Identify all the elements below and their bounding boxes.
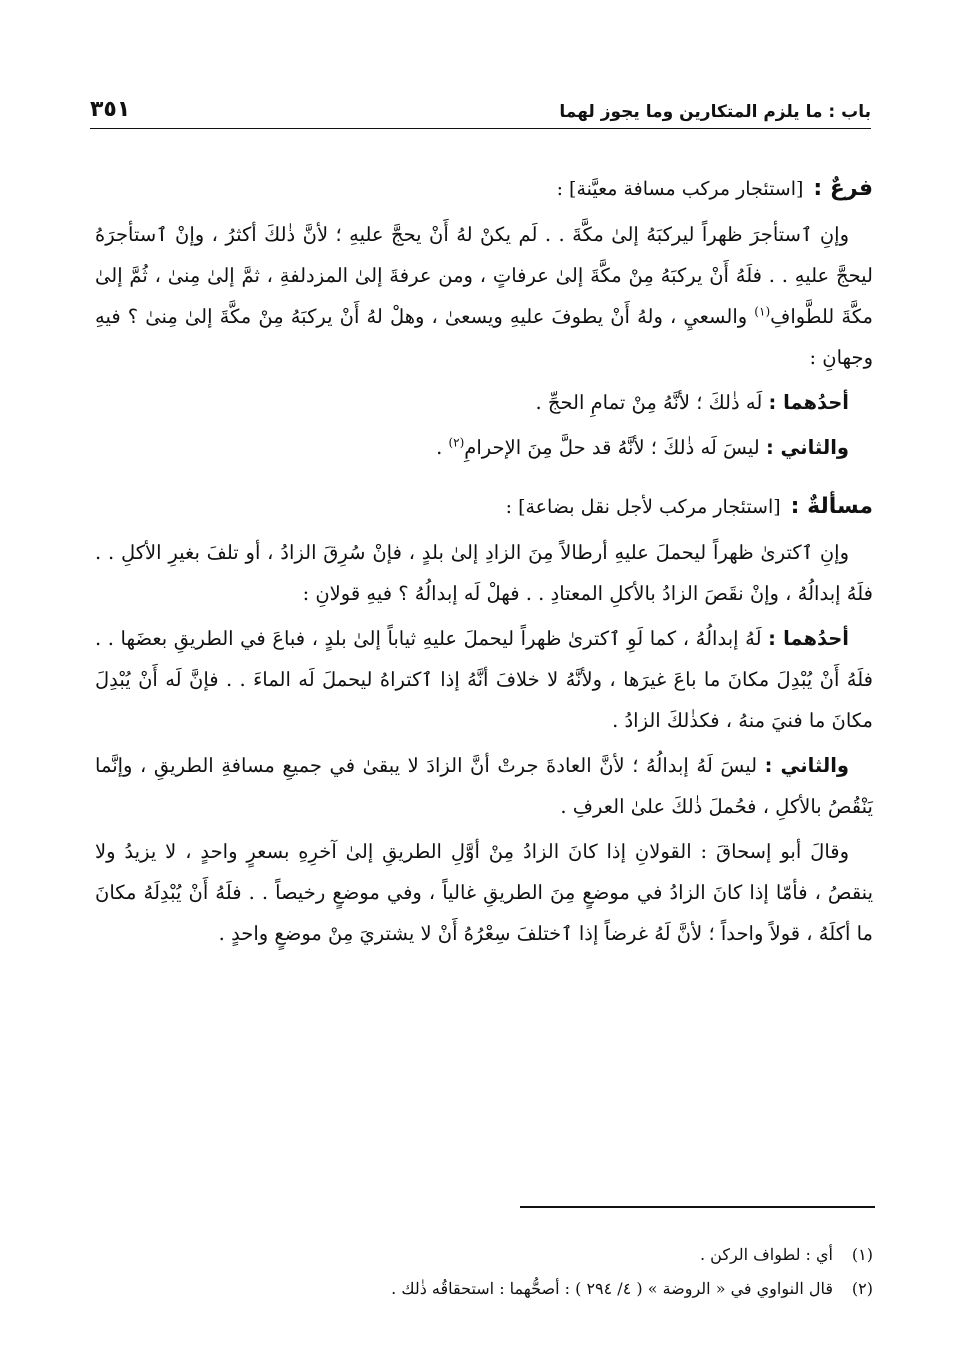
section-heading-far	[95, 168, 873, 210]
section-heading-masala	[95, 486, 873, 528]
footnote-ref[interactable]: (٢)	[448, 435, 465, 450]
chapter-title: باب : ما يلزم المتكارين وما يجوز لهما	[559, 102, 871, 122]
section-keyword: فرعٌ :	[813, 176, 873, 201]
opinion-label: والثاني :	[765, 436, 849, 459]
section-keyword: مسألةٌ :	[790, 494, 873, 519]
footnotes	[95, 1238, 873, 1306]
footnote	[95, 1272, 873, 1306]
footnote-ref[interactable]: (١)	[754, 304, 771, 319]
footnote-text: قال النواوي في « الروضة » ( ٤/ ٢٩٤ ) : أصحُّهما : استحقاقُه ذٰلك .	[391, 1279, 833, 1298]
opinion-label: أحدُهما :	[768, 627, 849, 650]
opinion-label: أحدُهما :	[768, 391, 849, 414]
opinion-first: أحدُهما : لَه ذٰلكَ ؛ لأنَّهُ مِنْ تمامِ الحجِّ .	[535, 391, 849, 414]
footnote-number: (٢)	[851, 1279, 873, 1298]
section-title: [استئجار مركب مسافة معيَّنة] :	[556, 178, 804, 200]
paragraph: وقالَ أبو إسحاقَ : القولانِ إذا كانَ الزادُ مِنْ أوَّلِ الطريقِ إلىٰ آخرِهِ بسعرٍ واحدٍ ، لا يزيدُ ولا ينقصُ ، فأمّا إذا كانَ الزادُ في موضعٍ مِنَ الطريقِ غالياً ، وفي موضعٍ رخيصاً . . فلَهُ أَنْ يُبْدِلَهُ مكانَ ما أكلَهُ ، قولاً واحداً ؛ لأنَّ لَهُ غرضاً إذا ٱختلفَ سِعْرُهُ أَنْ لا يشتريَ مِنْ موضعٍ واحدٍ .	[95, 840, 873, 945]
opinion-second: والثاني : ليسَ لَه ذٰلكَ ؛ لأنَّهُ قد حلَّ مِنَ الإحرامِ$^{(٢)}$ .	[436, 435, 849, 459]
opinion-first: أحدُهما : لَهُ إبدالُهُ ، كما لَوِ ٱكترىٰ ظهراً ليحملَ عليهِ ثياباً إلىٰ بلدٍ ، فباعَ في الطريقِ بعضَها . . فلَهُ أَنْ يُبْدِلَ مكانَ ما باعَ غيرَها ، ولأنَّهُ لا خلافَ أنَّهُ إذا ٱكتراهُ ليحملَ لَه الماءَ . . فإنَّ لَه أَنْ يُبْدِلَ مكانَ ما فنيَ منهُ ، فكذٰلكَ الزادُ .	[95, 627, 873, 732]
paragraph: وإنِ ٱكترىٰ ظهراً ليحملَ عليهِ أرطالاً مِنَ الزادِ إلىٰ بلدٍ ، فإنْ سُرِقَ الزادُ ، أو تلفَ بغيرِ الأكلِ . . فلَهُ إبدالُهُ ، وإنْ نقَصَ الزادُ بالأكلِ المعتادِ . . فهلْ لَه إبدالُهُ ؟ فيهِ قولانِ :	[95, 541, 873, 605]
section-title: [استئجار مركب لأجل نقل بضاعة] :	[505, 496, 781, 518]
footnote-number: (١)	[851, 1245, 873, 1264]
footnote	[95, 1238, 873, 1272]
page-number: ٣٥١	[90, 97, 131, 122]
main-text	[95, 168, 873, 954]
paragraph: وإنِ ٱستأجرَ ظهراً ليركبَهُ إلىٰ مكَّةَ . . لَم يكنْ لهُ أَنْ يحجَّ عليهِ ؛ لأنَّ ذٰلكَ أكثرُ ، وإنْ ٱستأجرَهُ ليحجَّ عليهِ . . فلَهُ أَنْ يركبَهُ مِنْ مكَّةَ إلىٰ عرفاتٍ ، ومن عرفةَ إلىٰ المزدلفةِ ، ثمَّ إلىٰ مِنىٰ ، ثُمَّ إلىٰ مكَّةَ للطَّوافِ$^{(١)}$ والسعيِ ، ولهُ أَنْ يطوفَ عليهِ ويسعىٰ ، وهلْ لهُ أَنْ يركبَهُ مِنْ مكَّةَ إلىٰ مِنىٰ ؟ فيهِ وجهانِ :	[95, 223, 873, 369]
opinion-label: والثاني :	[764, 754, 849, 777]
opinion-second: والثاني : ليسَ لَهُ إبدالُهُ ؛ لأنَّ العادةَ جرتْ أنَّ الزادَ لا يبقىٰ في جميعِ مسافةِ الطريقِ ، وإنَّما يَنْقُصُ بالأكلِ ، فحُملَ ذٰلكَ علىٰ العرفِ .	[95, 754, 873, 818]
running-header	[90, 82, 871, 129]
footnote-text: أي : لطواف الركن .	[699, 1245, 833, 1264]
footnote-divider	[520, 1206, 875, 1208]
